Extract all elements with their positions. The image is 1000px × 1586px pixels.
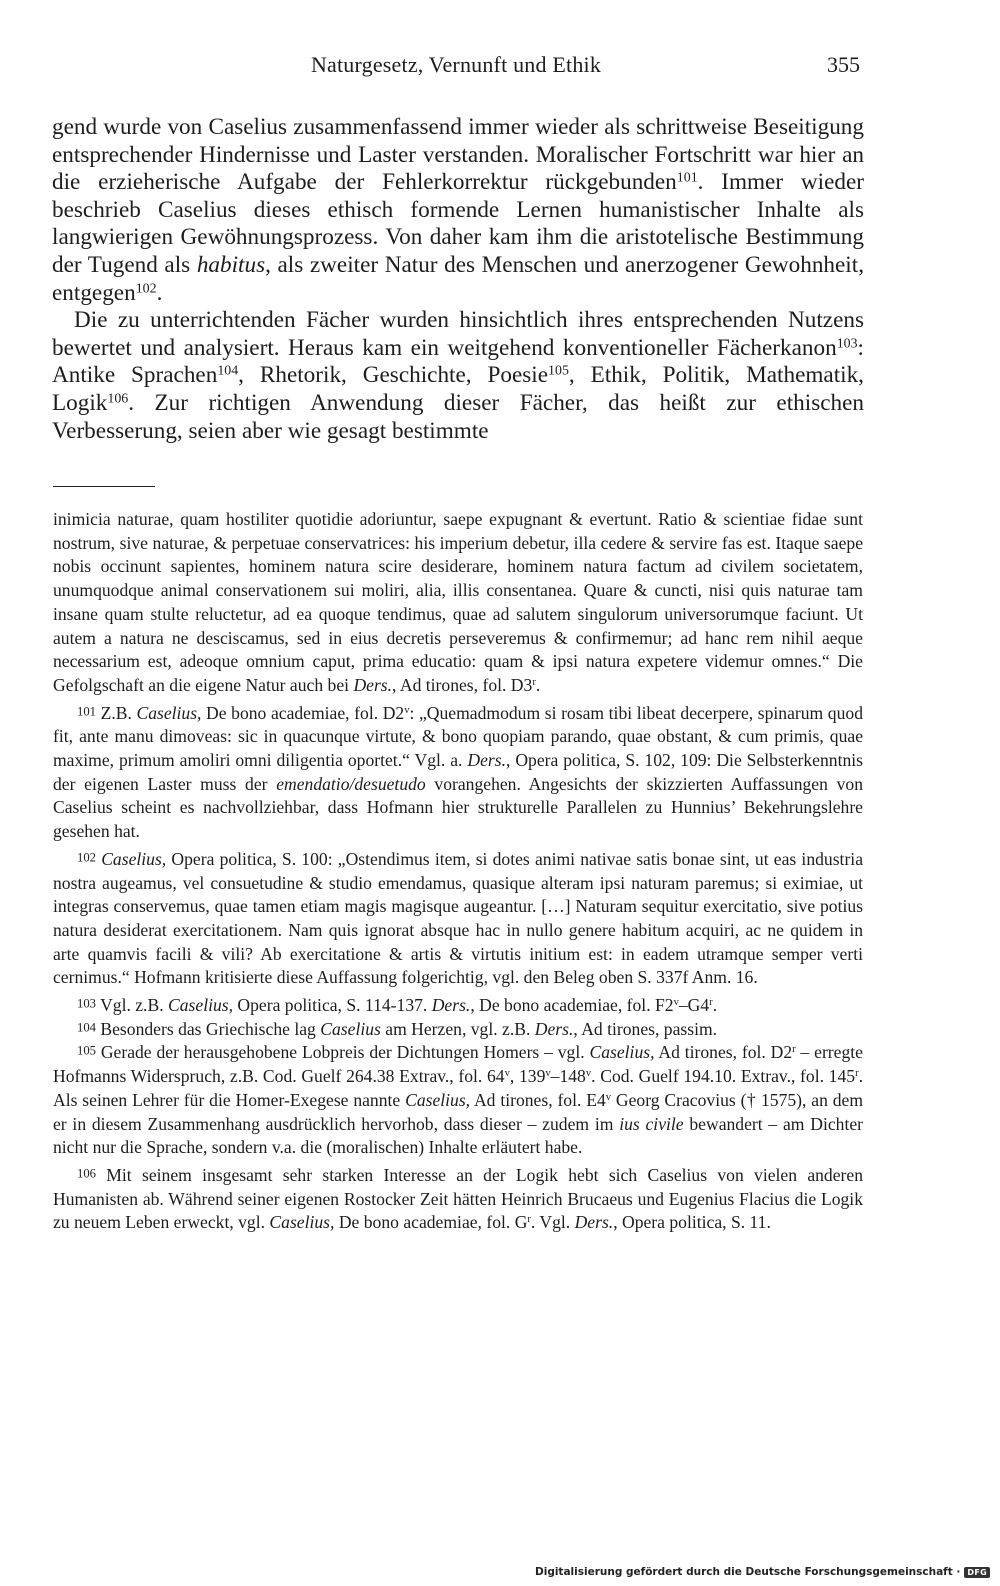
text-run: Georg Cracovius († 1575), an dem er in diesem Zusammenhang ausdrücklich hervorhob, dass dieser – zudem im <box>53 1089 864 1134</box>
text-run: Ad tirones, fol. E4 <box>470 1089 606 1110</box>
italic-term: emendatio/desuetudo <box>276 773 426 794</box>
footnote-ref-104: 104 <box>217 363 239 379</box>
text-run: am Herzen, vgl. z.B. <box>380 1018 535 1039</box>
credit-text: Digitalisierung gefördert durch die Deutsche Forschungsgemeinschaft · <box>535 1566 961 1578</box>
text-run: Opera politica, S. 114-137. <box>233 995 432 1016</box>
footnote-ref-105: 105 <box>548 363 569 379</box>
text-run: gend wurde von Caselius zusammenfassend immer wieder als schrittweise Beseitigung entsprechender Hindernisse und Laster verstanden. Moralischer Fortschritt war hier an die erzieherische Aufgabe der Fehlerkorrektur rückgebunden <box>52 114 864 196</box>
text-run: , Ethik, Politik, Mathematik, Logik <box>52 362 864 416</box>
italic-author: Caselius, <box>589 1042 655 1063</box>
footnote-number: 103 <box>77 996 96 1011</box>
footnote-ref-101: 101 <box>676 170 698 186</box>
folio-side: v <box>585 1068 592 1080</box>
text-run: Opera politica, S. 100: „Ostendimus item, si dotes animi nativae satis bonae sint, ut eas industria nostra augeamus, vel consuetudine & studio emendamus, quasique alteram ipsi naturam paremus; si eximiae, ut integras conservemus, quae tamen etiam magis magisque augeantur. […] Naturam sequitur exercitatio, sive potius natura desiderat exercitationem. Nam quis ignorat absque hac in nullo genere habitum acquiri, ac ne quidem in arte quamvis facili & vili? Ab exercitatione & artis & virtutis initium est: in eadem utramque semper verti cernimus.“ Hofmann kritisierte diese Auffassung folgerichtig, vgl. den Beleg oben S. 337f Anm. 16. <box>53 848 864 988</box>
text-run: . Immer wieder beschrieb Caselius dieses ethisch formende Lernen humanistischer Inhalte als langwierigen Gewöhnungsprozess. Von daher kam ihm die aristotelische Bestimmung der Tugend als <box>52 169 864 278</box>
paragraph <box>52 307 864 445</box>
folio-side: v <box>404 704 410 716</box>
text-run: Mit seinem insgesamt sehr starken Interesse an der Logik hebt sich Caselius von vielen anderen Humanisten ab. Während seiner eigenen Rostocker Zeit hätten Heinrich Brucaeus und Eugenius Flacius die Logik zu neuem Leben erweckt, vgl. <box>53 1164 863 1233</box>
text-run: vorangehen. Angesichts der skizzierten Auffassungen von Caselius scheint es nachvollziehbar, dass Hofmann hier strukturelle Parallelen zu Hunnius’ Bekehrungslehre gesehen hat. <box>53 773 863 842</box>
page-number: 355 <box>827 52 860 77</box>
text-run: , Opera politica, S. 102, 109: Die Selbsterkenntnis der eigenen Laster muss der <box>53 750 863 794</box>
footnote-101 <box>53 702 863 844</box>
folio-side: r <box>527 1214 531 1226</box>
footnote-separator <box>53 486 155 487</box>
dfg-logo-icon: DFG <box>964 1567 990 1578</box>
italic-author: Ders. <box>353 674 393 695</box>
folio-side: r <box>532 677 536 689</box>
italic-author: Ders. <box>467 750 506 771</box>
text-run: , als zweiter Natur des Menschen und anerzogener Gewohnheit, entgegen <box>52 251 864 306</box>
text-run: , Ad tirones, passim. <box>573 1018 718 1039</box>
text-run: inimicia naturae, quam hostiliter quotidie adoriuntur, saepe expugnant & evertunt. Ratio & scientiae fidae sunt nostrum, sive naturae, & perpetuae conservatrices: his imperium debetur, illa cedere & servire fas est. Itaque saepe nobis occinunt sapientes, hominem natura scire desiderare, hominem natura factum ad civilem societatem, unumquodque animal conservationem sui moliri, alia, illis consentanea. Quare & cuncti, nisi quis naturae tam insane quam stulte reluctetur, ad ea quoque tendimus, quae ad salutem singulorum universorumque faciunt. Ut autem a natura ne desciscamus, sed in eius decretis perseveremus & confirmemur; ad hanc rem nihil aeque necessarium est, adeoque omnium caput, prima educatio: quam & ipsi natura expetere videmur omnes.“ Die Gefolgschaft an die eigene Natur auch bei <box>53 509 863 695</box>
footnote-number: 101 <box>77 704 96 719</box>
folio-side: r <box>709 997 713 1009</box>
italic-author: Caselius <box>320 1018 381 1039</box>
footnote-106 <box>53 1164 863 1235</box>
folio-side: v <box>605 1092 612 1104</box>
italic-author: Caselius, <box>405 1089 471 1110</box>
footnote-ref-106: 106 <box>107 391 129 407</box>
footnote-number: 106 <box>77 1166 96 1181</box>
paragraph <box>52 114 864 307</box>
text-run: –G4 <box>678 995 710 1016</box>
italic-author: Ders. <box>574 1212 614 1233</box>
text-run: , Opera politica, S. 11. <box>613 1212 771 1233</box>
running-title: Naturgesetz, Vernunft und Ethik <box>310 52 602 77</box>
footnote-number: 104 <box>77 1020 96 1035</box>
text-run: – erregte Hofmanns Widerspruch, z.B. Cod. Guelf 264.38 Extrav., fol. 64 <box>53 1042 863 1087</box>
text-run: . Zur richtigen Anwendung dieser Fächer, das heißt zur ethischen Verbesserung, seien aber wie gesagt bestimmte <box>52 389 864 444</box>
footnote-continuation <box>53 508 863 698</box>
text-run: . <box>156 279 163 306</box>
italic-author: Caselius, <box>269 1212 335 1233</box>
text-run: Vgl. z.B. <box>95 995 168 1016</box>
footnote-ref-103: 103 <box>836 336 858 352</box>
footnote-number: 105 <box>77 1043 96 1058</box>
italic-author: Caselius, <box>101 848 167 869</box>
folio-side: v <box>673 997 679 1009</box>
text-run: . Cod. Guelf 194.10. Extrav., fol. 145 <box>591 1066 856 1087</box>
italic-term: habitus <box>196 251 266 278</box>
text-run: Die zu unterrichtenden Fächer wurden hinsichtlich ihres entsprechenden Nutzens bewertet und analysiert. Heraus kam ein weitgehend konventioneller Fächerkanon <box>52 307 864 361</box>
text-run: . Vgl. <box>530 1212 575 1233</box>
text-run: . Als seinen Lehrer für die Homer-Exegese nannte <box>53 1066 863 1110</box>
footnote-102 <box>53 848 863 990</box>
text-run: . <box>712 995 718 1016</box>
footnote-number: 102 <box>77 850 96 865</box>
text-run: De bono academiae, fol. D2 <box>201 702 405 723</box>
folio-side: r <box>855 1068 859 1080</box>
italic-author: Ders. <box>431 995 471 1016</box>
text-run: : „Quemadmodum si rosam tibi libeat decerpere, spinarum quod fit, ante manu dimoveas: sic in quacunque virtute, & bono quopiam parando, quae obstant, & cum primis, quae maxime, primum amoliri omni diligentia oportet.“ Vgl. a. <box>53 702 863 771</box>
text-run: Ad tirones, fol. D2 <box>654 1042 793 1063</box>
text-run: –148 <box>550 1066 586 1087</box>
text-run: . <box>535 674 541 695</box>
text-run: De bono academiae, fol. G <box>334 1212 528 1233</box>
running-head <box>52 52 860 86</box>
text-run: , De bono academiae, fol. F2 <box>470 995 674 1016</box>
italic-term: ius civile <box>619 1113 684 1134</box>
footnote-105 <box>53 1041 863 1160</box>
folio-side: v <box>504 1068 510 1080</box>
text-run: : Antike Sprachen <box>52 334 864 389</box>
footnotes <box>53 508 863 1235</box>
folio-side: v <box>545 1068 551 1080</box>
footnote-103 <box>53 994 863 1018</box>
text-run: Gerade der herausgehobene Lobpreis der Dichtungen Homers – vgl. <box>95 1042 590 1063</box>
footnote-104 <box>53 1018 863 1042</box>
italic-author: Caselius, <box>136 702 202 723</box>
text-run: Besonders das Griechische lag <box>95 1018 321 1039</box>
italic-author: Ders. <box>534 1018 574 1039</box>
digitization-credit <box>535 1564 990 1580</box>
main-text <box>52 114 864 445</box>
text-run: , Ad tirones, fol. D3 <box>392 674 533 695</box>
folio-side: r <box>792 1044 796 1056</box>
italic-author: Caselius, <box>168 995 234 1016</box>
footnote-ref-102: 102 <box>135 280 157 296</box>
text-run: Z.B. <box>95 702 137 723</box>
text-run: bewandert – am Dichter nicht nur die Sprache, sondern v.a. die (moralischen) Inhalte erläutert habe. <box>53 1113 863 1158</box>
text-run: , 139 <box>509 1066 546 1087</box>
text-run: , Rhetorik, Geschichte, Poesie <box>238 362 549 389</box>
